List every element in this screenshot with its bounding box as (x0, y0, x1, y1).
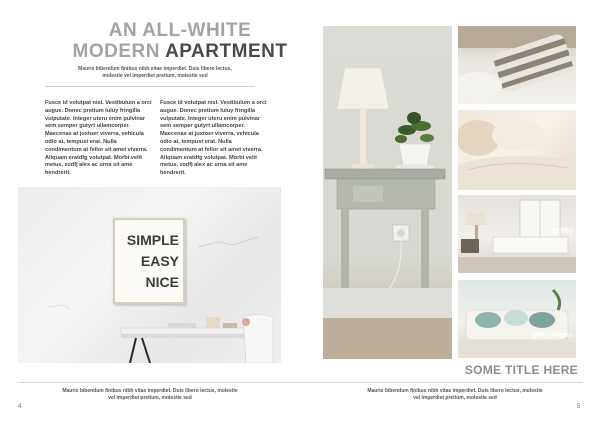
poster-text-easy: EASY (140, 253, 179, 269)
bed-blanket-illustration (458, 110, 576, 190)
pillows-illustration (458, 26, 576, 104)
subtitle (60, 66, 250, 79)
footer-left-line-1: Mauris bibendum finibus nibh vitae imperdiet. Duis libero lectus, molestie (62, 388, 238, 394)
console-table-photo (323, 26, 452, 359)
poster-text-simple: SIMPLE (126, 232, 179, 248)
subtitle-line-1: Mauris bibendum finibus nibh vitae imperdiet. Duis libero lectus, (78, 66, 232, 72)
subtitle-line-2: molestie vel imperdiet pretium, molestie sed (102, 72, 208, 79)
page-number-right: 5 (577, 404, 581, 410)
footer-caption-right (355, 388, 555, 401)
section-title: SOME TITLE HERE (464, 363, 578, 377)
footer-right-line-1: Mauris bibendum finibus nibh vitae imperdiet. Duis libero lectus, molestie (367, 388, 543, 394)
title-line-2 (60, 41, 300, 63)
poster-frame (113, 218, 185, 304)
body-column-2: Fusce id volutpat nisl. Vestibulum a orci augue. Donec pretium luluy fringilla vulputate. Integer uteru enim pulvinar sem semper gutyrt ullamcorper. Maecenas at juxtoer viverra, vehicula odio at, tempust erat. Nulla condimentum at fellor sit amet viverra. Aliquam eratdfg volutpat. Morbi velit metus, zodfj alex ac urna sit ame hendrerit. (160, 100, 267, 177)
sofa-cushions-photo (458, 280, 576, 358)
watermark-gettyimages: gettyimages (532, 332, 573, 339)
pillows-photo (458, 26, 576, 104)
title-word-apartment: APARTMENT (165, 41, 288, 62)
page-number-left: 4 (18, 404, 22, 410)
footer-caption-left (50, 388, 250, 401)
console-table-illustration (323, 26, 452, 359)
footer-left-line-2: vel imperdiet pretium, molestie sed (108, 394, 192, 401)
sofa-illustration (458, 280, 576, 358)
title-word-modern: MODERN (72, 41, 160, 62)
bed-blanket-photo (458, 110, 576, 190)
body-column-1: Fusce id volutpat nisl. Vestibulum a orci augue. Donec pretium luluy fringilla vulputate. Integer uteru enim pulvinar sem semper gutyrt ullamcorper. Maecenas at juxtoer viverra, vehicula odio at, tempust erat. Nulla condimentum at fellor sit amet viverra. Aliquam eratdfg volutpat. Morbi velit metus, zodfj alex ac urna sit ame hendrerit. (45, 100, 152, 177)
title-divider (45, 86, 255, 87)
footer-divider (18, 382, 583, 383)
footer-right-line-2: vel imperdiet pretium, molestie sed (413, 394, 497, 401)
poster-text-nice: NICE (145, 274, 179, 290)
living-room-window-photo (458, 195, 576, 273)
title-line-1: AN ALL-WHITE (108, 20, 252, 41)
watermark-getty: getty (551, 225, 573, 235)
